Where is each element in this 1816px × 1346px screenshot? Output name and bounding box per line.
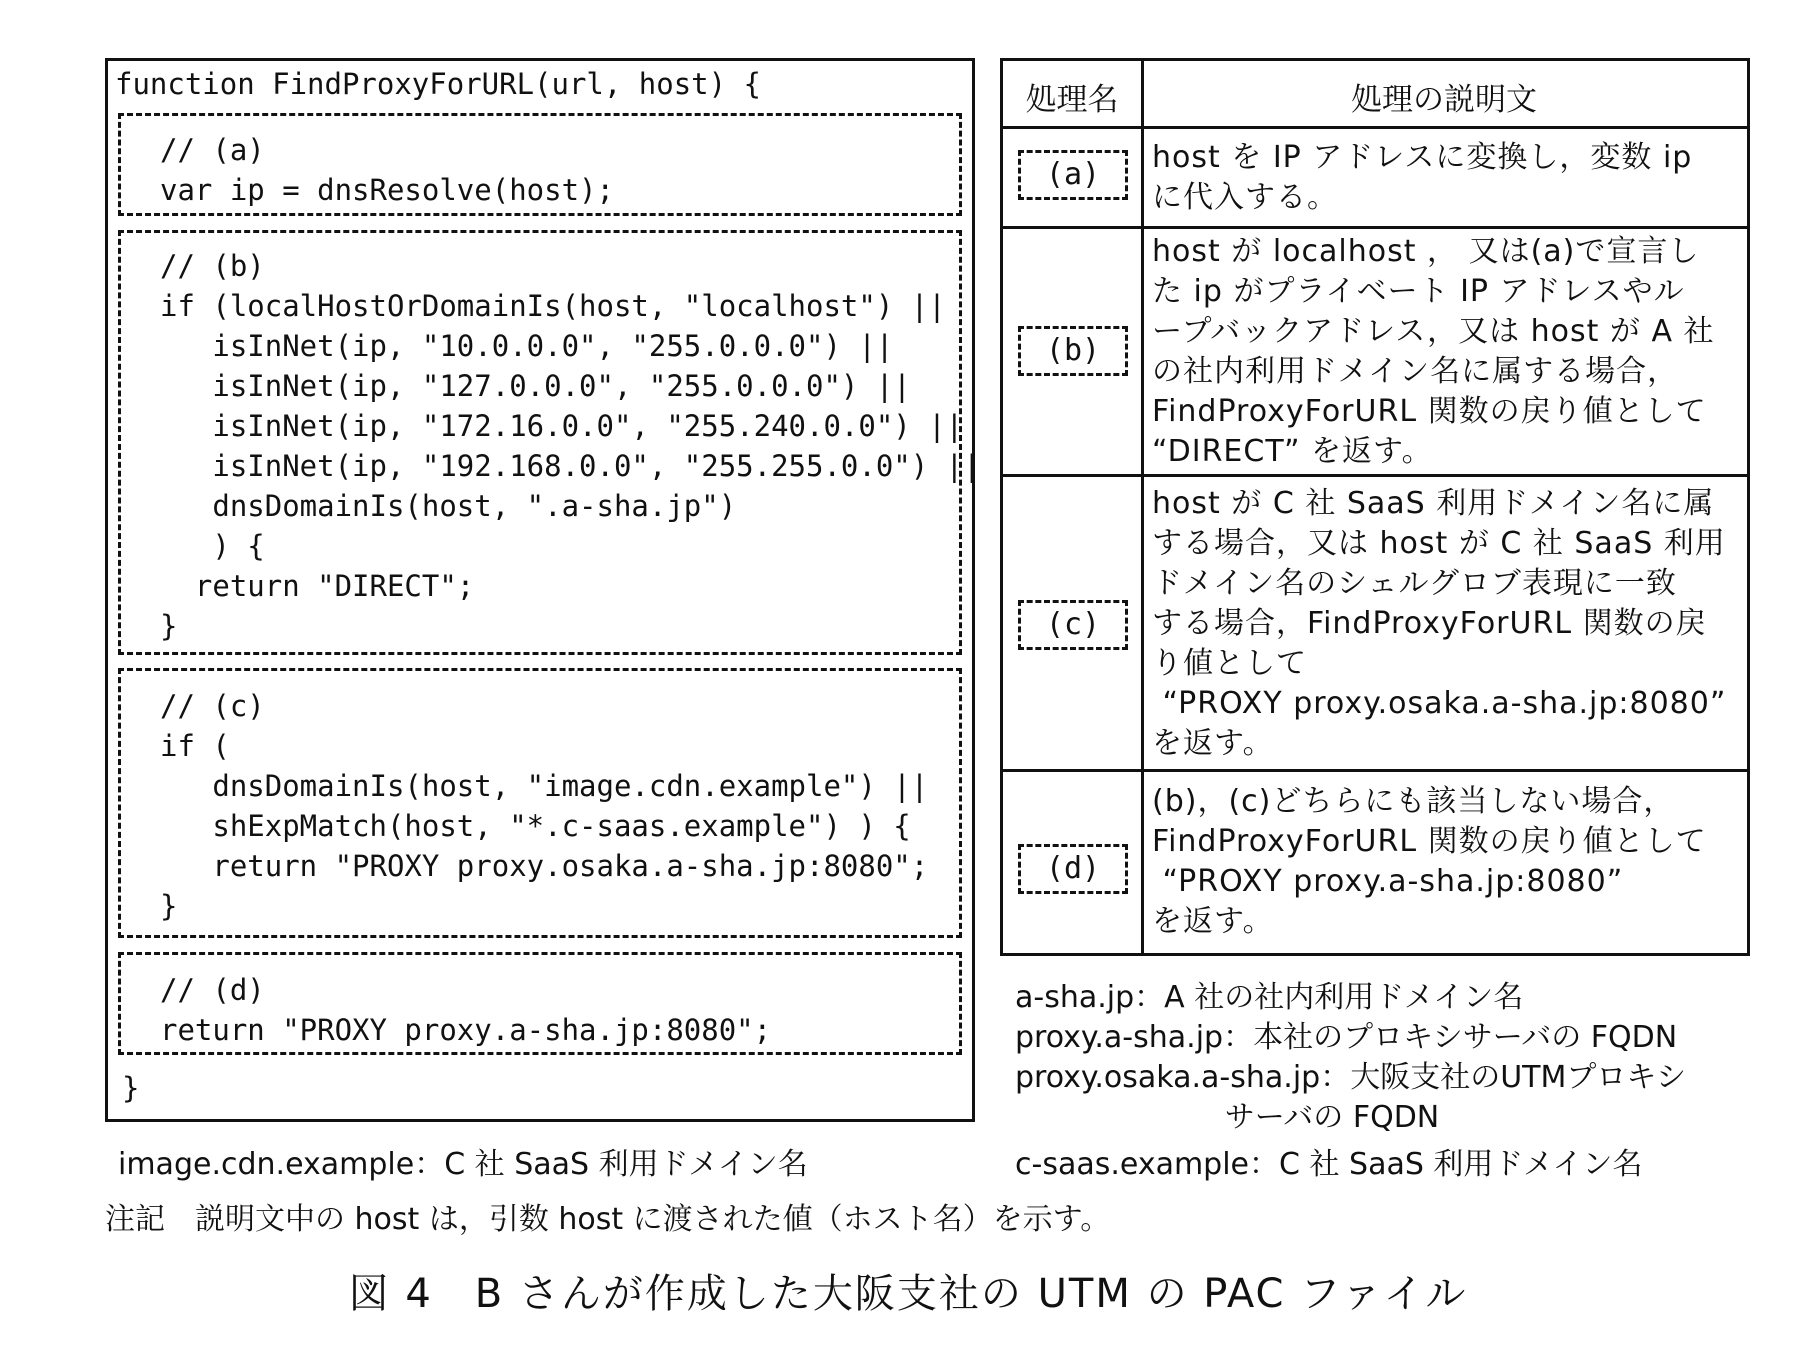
row-label-a: (a) bbox=[1018, 150, 1128, 200]
code-line: } bbox=[160, 609, 178, 643]
note-c-saas: c-saas.example：C 社 SaaS 利用ドメイン名 bbox=[1015, 1147, 1643, 1182]
row-desc-b: host が localhost ， 又は(a)で宣言し た ip がプライベート IP アドレスやル ープバックアドレス，又は host が A 社 の社内利用ドメイン名に属する場合， FindProxyForURL 関数の戻り値として “DIRECT” を返す。 bbox=[1152, 234, 1715, 469]
code-line: ) { bbox=[160, 529, 265, 563]
row-desc-d: (b)，(c)どちらにも該当しない場合， FindProxyForURL 関数の戻り値として “PROXY proxy.a-sha.jp:8080” を返す。 bbox=[1152, 784, 1707, 939]
note-image-cdn: image.cdn.example：C 社 SaaS 利用ドメイン名 bbox=[118, 1147, 808, 1182]
code-line: dnsDomainIs(host, "image.cdn.example") || bbox=[160, 769, 929, 803]
row-label-d: (d) bbox=[1018, 844, 1128, 894]
code-footer: } bbox=[122, 1071, 140, 1105]
code-line: // (a) bbox=[160, 133, 265, 167]
code-line: // (b) bbox=[160, 249, 265, 283]
code-line: return "PROXY proxy.osaka.a-sha.jp:8080"; bbox=[160, 849, 929, 883]
code-line: var ip = dnsResolve(host); bbox=[160, 173, 614, 207]
note-proxy-osaka: proxy.osaka.a-sha.jp：大阪支社のUTMプロキシ bbox=[1015, 1060, 1687, 1095]
row-label-c: (c) bbox=[1018, 600, 1128, 650]
note-a-sha: a-sha.jp：A 社の社内利用ドメイン名 bbox=[1015, 980, 1524, 1015]
note-proxy-osaka-cont: サーバの FQDN bbox=[1015, 1100, 1440, 1135]
note-proxy-a-sha: proxy.a-sha.jp：本社のプロキシサーバの FQDN bbox=[1015, 1020, 1678, 1055]
code-line: isInNet(ip, "127.0.0.0", "255.0.0.0") || bbox=[160, 369, 911, 403]
table-header-name: 処理名 bbox=[1025, 82, 1119, 118]
code-line: return "PROXY proxy.a-sha.jp:8080"; bbox=[160, 1013, 772, 1047]
code-line: isInNet(ip, "192.168.0.0", "255.255.0.0") || bbox=[160, 449, 981, 483]
code-header: function FindProxyForURL(url, host) { bbox=[115, 67, 762, 101]
row-desc-c: host が C 社 SaaS 利用ドメイン名に属 する場合，又は host が C 社 SaaS 利用 ドメイン名のシェルグロブ表現に一致 する場合，FindProxyForURL 関数の戻 り値として “PROXY proxy.osaka.a-sha.jp:8080” を返す。 bbox=[1152, 486, 1727, 761]
code-line: isInNet(ip, "172.16.0.0", "255.240.0.0") || bbox=[160, 409, 964, 443]
remark: 注記 説明文中の host は，引数 host に渡された値（ホスト名）を示す。 bbox=[105, 1202, 1111, 1237]
code-line: // (c) bbox=[160, 689, 265, 723]
row-desc-a: host を IP アドレスに変換し，変数 ip に代入する。 bbox=[1152, 140, 1693, 215]
code-line: // (d) bbox=[160, 973, 265, 1007]
row-label-b: (b) bbox=[1018, 326, 1128, 376]
figure-caption: 図 4 B さんが作成した大阪支社の UTM の PAC ファイル bbox=[348, 1271, 1468, 1317]
code-line: } bbox=[160, 889, 178, 923]
code-line: dnsDomainIs(host, ".a-sha.jp") bbox=[160, 489, 737, 523]
code-line: return "DIRECT"; bbox=[160, 569, 475, 603]
code-line: if (localHostOrDomainIs(host, "localhost") || bbox=[160, 289, 946, 323]
code-line: shExpMatch(host, "*.c-saas.example") ) { bbox=[160, 809, 911, 843]
code-line: if ( bbox=[160, 729, 230, 763]
table-header-desc: 処理の説明文 bbox=[1351, 82, 1537, 118]
code-line: isInNet(ip, "10.0.0.0", "255.0.0.0") || bbox=[160, 329, 894, 363]
